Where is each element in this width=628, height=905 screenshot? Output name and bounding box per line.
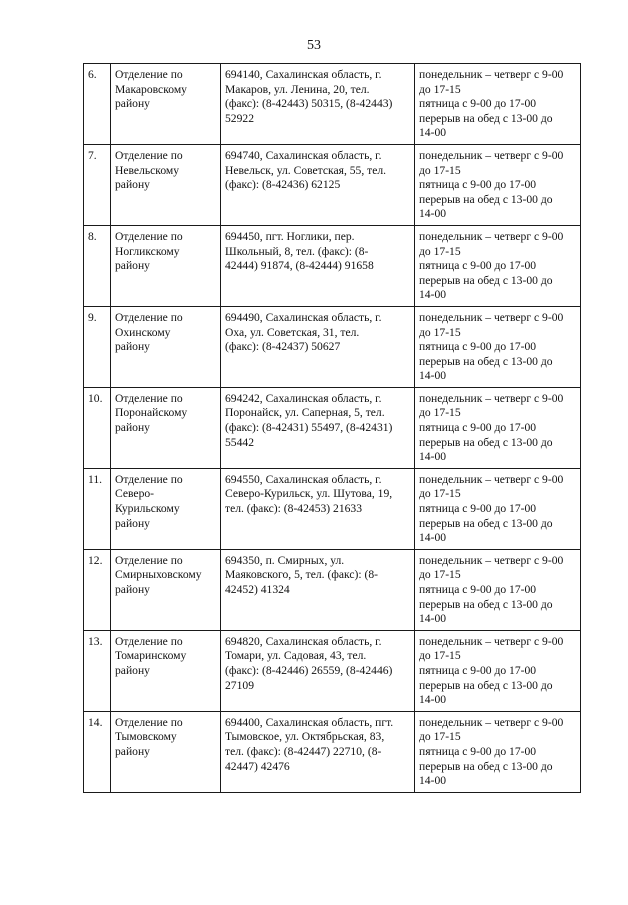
address-cell-line: (факс): (8-42436) 62125: [225, 178, 341, 192]
address-cell-line: Невельск, ул. Советская, 55, тел.: [225, 163, 387, 177]
office-name-cell-line: району: [115, 97, 150, 111]
office-name-cell-line: Отделение по: [115, 553, 183, 567]
address-cell-line: Томари, ул. Садовая, 43, тел.: [225, 649, 367, 663]
address-cell: [221, 306, 415, 387]
office-name-cell-line: району: [115, 178, 150, 192]
address-cell-line: 42444) 91874, (8-42444) 91658: [225, 259, 374, 273]
working-hours-cell-line: 14-00: [419, 369, 447, 383]
working-hours-cell-line: понедельник – четверг с 9-00: [419, 148, 564, 162]
row-number: 9.: [84, 306, 111, 387]
address-cell-line: Маяковского, 5, тел. (факс): (8-: [225, 568, 378, 582]
row-number: 7.: [84, 144, 111, 225]
working-hours-cell-line: понедельник – четверг с 9-00: [419, 715, 564, 729]
working-hours-cell: [415, 468, 581, 549]
working-hours-cell-line: пятница с 9-00 до 17-00: [419, 744, 537, 758]
office-name-cell: [111, 549, 221, 630]
office-name-cell-line: району: [115, 663, 150, 677]
working-hours-cell-line: до 17-15: [419, 163, 461, 177]
address-cell-line: 55442: [225, 435, 254, 449]
working-hours-cell-line: пятница с 9-00 до 17-00: [419, 502, 537, 516]
office-name-cell-line: Курильскому: [115, 502, 180, 516]
working-hours-cell-line: перерыв на обед с 13-00 до: [419, 111, 553, 125]
office-name-cell: [111, 387, 221, 468]
working-hours-cell-line: до 17-15: [419, 649, 461, 663]
address-cell-line: Макаров, ул. Ленина, 20, тел.: [225, 82, 370, 96]
offices-table: [83, 63, 581, 793]
working-hours-cell: [415, 144, 581, 225]
office-name-cell-line: Отделение по: [115, 310, 183, 324]
working-hours-cell-line: пятница с 9-00 до 17-00: [419, 97, 537, 111]
address-cell-line: 694550, Сахалинская область, г.: [225, 472, 382, 486]
address-cell: [221, 64, 415, 145]
working-hours-cell-line: 14-00: [419, 531, 447, 545]
office-name-cell-line: Томаринскому: [115, 649, 187, 663]
working-hours-cell-line: понедельник – четверг с 9-00: [419, 634, 564, 648]
address-cell-line: 694490, Сахалинская область, г.: [225, 310, 382, 324]
office-name-cell-line: Смирныховскому: [115, 568, 202, 582]
address-cell: [221, 549, 415, 630]
table-row: [84, 64, 581, 145]
row-number: 13.: [84, 630, 111, 711]
address-cell-line: (факс): (8-42446) 26559, (8-42446): [225, 663, 393, 677]
address-cell: [221, 387, 415, 468]
office-name-cell-line: Северо-: [115, 487, 155, 501]
row-number: 8.: [84, 225, 111, 306]
office-name-cell-line: Поронайскому: [115, 406, 188, 420]
address-cell-line: 694400, Сахалинская область, пгт.: [225, 715, 394, 729]
office-name-cell: [111, 144, 221, 225]
working-hours-cell: [415, 711, 581, 792]
working-hours-cell-line: до 17-15: [419, 325, 461, 339]
address-cell-line: 694140, Сахалинская область, г.: [225, 68, 382, 81]
table-row: [84, 630, 581, 711]
address-cell-line: (факс): (8-42431) 55497, (8-42431): [225, 421, 393, 435]
working-hours-cell: [415, 64, 581, 145]
working-hours-cell-line: 14-00: [419, 288, 447, 302]
working-hours-cell-line: перерыв на обед с 13-00 до: [419, 759, 553, 773]
working-hours-cell-line: перерыв на обед с 13-00 до: [419, 354, 553, 368]
address-cell-line: Тымовское, ул. Октябрьская, 83,: [225, 730, 385, 744]
office-name-cell-line: району: [115, 259, 150, 273]
working-hours-cell: [415, 306, 581, 387]
row-number: 11.: [84, 468, 111, 549]
office-name-cell-line: Макаровскому: [115, 82, 187, 96]
working-hours-cell-line: перерыв на обед с 13-00 до: [419, 192, 553, 206]
working-hours-cell-line: до 17-15: [419, 730, 461, 744]
working-hours-cell: [415, 225, 581, 306]
address-cell-line: 694740, Сахалинская область, г.: [225, 148, 382, 162]
address-cell-line: 694242, Сахалинская область, г.: [225, 391, 382, 405]
address-cell: [221, 225, 415, 306]
office-name-cell-line: Отделение по: [115, 148, 183, 162]
office-name-cell-line: Ногликскому: [115, 244, 180, 258]
address-cell: [221, 144, 415, 225]
office-name-cell: [111, 64, 221, 145]
address-cell-line: (факс): (8-42443) 50315, (8-42443): [225, 97, 393, 111]
address-cell-line: 694350, п. Смирных, ул.: [225, 553, 345, 567]
working-hours-cell-line: пятница с 9-00 до 17-00: [419, 583, 537, 596]
working-hours-cell: [415, 387, 581, 468]
office-name-cell-line: Тымовскому: [115, 730, 177, 744]
table-row: [84, 387, 581, 468]
table-row: [84, 225, 581, 306]
address-cell-line: 42447) 42476: [225, 759, 290, 773]
working-hours-cell-line: понедельник – четверг с 9-00: [419, 553, 564, 567]
address-cell: [221, 630, 415, 711]
office-name-cell-line: району: [115, 421, 150, 435]
office-name-cell-line: району: [115, 744, 150, 758]
working-hours-cell-line: понедельник – четверг с 9-00: [419, 229, 564, 243]
working-hours-cell-line: 14-00: [419, 693, 447, 707]
table-row: [84, 549, 581, 630]
offices-table-body: [84, 64, 581, 793]
address-cell-line: Школьный, 8, тел. (факс): (8-: [225, 244, 369, 258]
working-hours-cell-line: 14-00: [419, 450, 447, 464]
working-hours-cell: [415, 630, 581, 711]
working-hours-cell-line: перерыв на обед с 13-00 до: [419, 273, 553, 287]
office-name-cell-line: Отделение по: [115, 472, 183, 486]
working-hours-cell: [415, 549, 581, 630]
working-hours-cell-line: до 17-15: [419, 406, 461, 420]
working-hours-cell-line: 14-00: [419, 612, 447, 626]
office-name-cell-line: Отделение по: [115, 68, 183, 81]
working-hours-cell-line: понедельник – четверг с 9-00: [419, 68, 564, 81]
working-hours-cell-line: 14-00: [419, 207, 447, 221]
office-name-cell-line: району: [115, 340, 150, 354]
table-row: [84, 468, 581, 549]
office-name-cell-line: Охинскому: [115, 325, 171, 339]
table-row: [84, 306, 581, 387]
office-name-cell: [111, 468, 221, 549]
address-cell-line: Северо-Курильск, ул. Шутова, 19,: [225, 487, 393, 501]
address-cell-line: Поронайск, ул. Саперная, 5, тел.: [225, 406, 385, 420]
working-hours-cell-line: понедельник – четверг с 9-00: [419, 391, 564, 405]
working-hours-cell-line: пятница с 9-00 до 17-00: [419, 259, 537, 273]
address-cell-line: тел. (факс): (8-42453) 21633: [225, 502, 363, 516]
working-hours-cell-line: до 17-15: [419, 244, 461, 258]
office-name-cell-line: Отделение по: [115, 391, 183, 405]
address-cell-line: 694820, Сахалинская область, г.: [225, 634, 382, 648]
working-hours-cell-line: перерыв на обед с 13-00 до: [419, 678, 553, 692]
working-hours-cell-line: перерыв на обед с 13-00 до: [419, 516, 553, 530]
office-name-cell-line: Невельскому: [115, 163, 180, 177]
address-cell: [221, 468, 415, 549]
address-cell-line: (факс): (8-42437) 50627: [225, 340, 341, 354]
table-row: [84, 144, 581, 225]
working-hours-cell-line: понедельник – четверг с 9-00: [419, 472, 564, 486]
office-name-cell: [111, 225, 221, 306]
row-number: 12.: [84, 549, 111, 630]
office-name-cell-line: Отделение по: [115, 634, 183, 648]
office-name-cell-line: Отделение по: [115, 229, 183, 243]
address-cell: [221, 711, 415, 792]
working-hours-cell-line: 14-00: [419, 774, 447, 788]
working-hours-cell-line: перерыв на обед с 13-00 до: [419, 435, 553, 449]
address-cell-line: тел. (факс): (8-42447) 22710, (8-: [225, 744, 382, 758]
address-cell-line: 42452) 41324: [225, 583, 290, 596]
address-cell-line: Оха, ул. Советская, 31, тел.: [225, 325, 360, 339]
working-hours-cell-line: пятница с 9-00 до 17-00: [419, 663, 537, 677]
office-name-cell: [111, 306, 221, 387]
address-cell-line: 694450, пгт. Ноглики, пер.: [225, 229, 355, 243]
office-name-cell-line: Отделение по: [115, 715, 183, 729]
working-hours-cell-line: пятница с 9-00 до 17-00: [419, 340, 537, 354]
working-hours-cell-line: понедельник – четверг с 9-00: [419, 310, 564, 324]
row-number: 14.: [84, 711, 111, 792]
office-name-cell-line: району: [115, 516, 150, 530]
working-hours-cell-line: до 17-15: [419, 487, 461, 501]
office-name-cell: [111, 630, 221, 711]
page-number: 53: [307, 38, 321, 53]
working-hours-cell-line: 14-00: [419, 126, 447, 140]
office-name-cell-line: району: [115, 583, 150, 596]
office-name-cell: [111, 711, 221, 792]
address-cell-line: 27109: [225, 678, 254, 692]
working-hours-cell-line: до 17-15: [419, 82, 461, 96]
address-cell-line: 52922: [225, 111, 254, 125]
working-hours-cell-line: перерыв на обед с 13-00 до: [419, 597, 553, 611]
row-number: 10.: [84, 387, 111, 468]
table-row: [84, 711, 581, 792]
working-hours-cell-line: пятница с 9-00 до 17-00: [419, 178, 537, 192]
working-hours-cell-line: пятница с 9-00 до 17-00: [419, 421, 537, 435]
working-hours-cell-line: до 17-15: [419, 568, 461, 582]
row-number: 6.: [84, 64, 111, 145]
